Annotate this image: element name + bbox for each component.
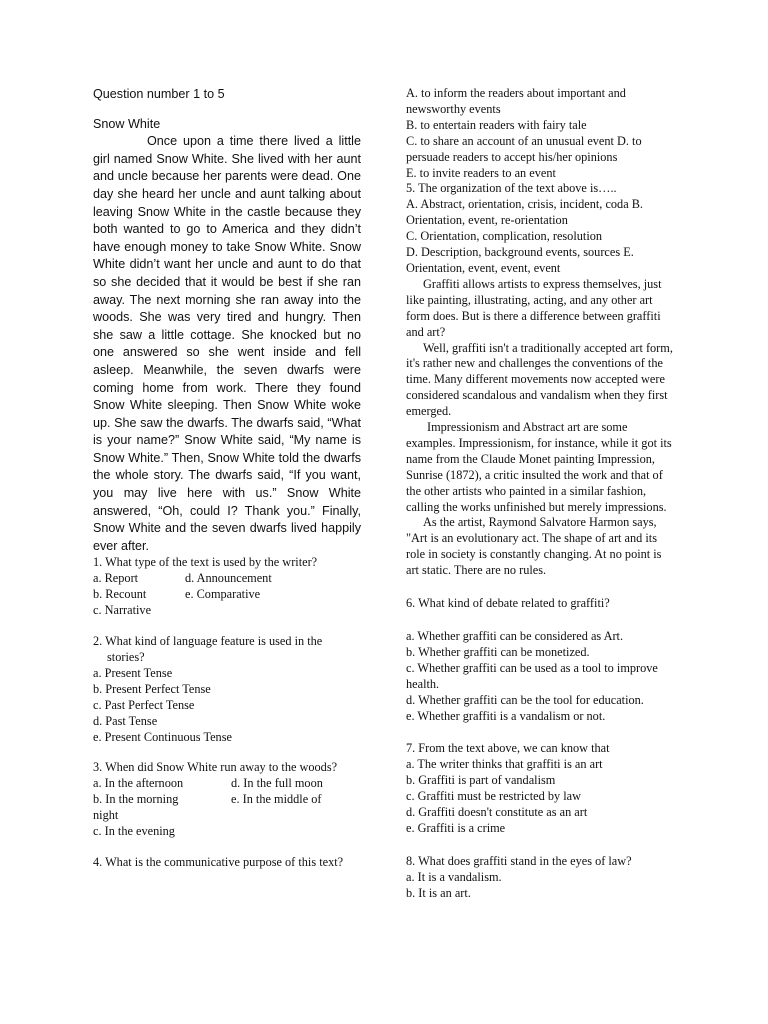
question-3 (93, 760, 361, 840)
question-6-text: 6. What kind of debate related to graffiti? (406, 596, 610, 611)
q3-option-c: c. In the evening (93, 824, 175, 839)
q1-option-e: e. Comparative (185, 587, 261, 602)
q8-option-b: b. It is an art. (406, 885, 471, 900)
q2-option-c: c. Past Perfect Tense (93, 697, 195, 712)
q1-option-a: a. Report (93, 571, 139, 586)
q5-option-d-e: D. Description, background events, sources E. Orientation, event, event, event (406, 245, 634, 275)
q4-option-c-d: C. to share an account of an unusual event D. to persuade readers to accept his/her opinions (406, 133, 642, 164)
q7-option-e: e. Graffiti is a crime (406, 820, 506, 835)
question-3-text: 3. When did Snow White run away to the woods? (93, 760, 338, 775)
question-4 (93, 855, 361, 871)
q3-option-d: d. In the full moon (231, 776, 323, 791)
q7-option-b: b. Graffiti is part of vandalism (406, 773, 556, 788)
q8-option-a: a. It is a vandalism. (406, 869, 502, 884)
q6-option-b: b. Whether graffiti can be monetized. (406, 644, 590, 659)
section-heading: Question number 1 to 5 (93, 87, 225, 101)
q2-option-e: e. Present Continuous Tense (93, 729, 232, 744)
q1-option-c: c. Narrative (93, 603, 152, 618)
graffiti-paragraph-1: Graffiti allows artists to express themselves, just like painting, illustrating, acting, and any other art form does. But is there a difference between graffiti and art? (406, 276, 662, 339)
q7-option-a: a. The writer thinks that graffiti is an art (406, 757, 603, 772)
left-column (93, 86, 361, 871)
q3-option-a: a. In the afternoon (93, 776, 184, 791)
graffiti-paragraph-3: Impressionism and Abstract art are some examples. Impressionism, for instance, while it got its name from the Claude Monet painting Impression, Sunrise (1872), a critic insulted the work and that of the other artists who painted in a similar fashion, calling the works unfinished but merely impressions. (406, 420, 672, 514)
story-text: Once upon a time there lived a little girl named Snow White. She lived with her aunt and uncle because her parents were dead. One day she heard her uncle and aunt talking about leaving Snow White in the castle because they both wanted to go to America and they didn’t have enough money to take Snow White. Snow White didn’t want her uncle and aunt to do that so she decided that it would be best if she ran away. The next morning she ran away into the woods. She was very tired and hungry. Then she saw a little cottage. She knocked but no one answered so she went inside and fell asleep. Meanwhile, the seven dwarfs were coming home from work. There they found Snow White sleeping. Then Snow White woke up. She saw the dwarfs. The dwarfs said, “What is your name?” Snow White said, “My name is Snow White.” Then, Snow White told the dwarfs the whole story. The dwarfs said, “If you want, you may live here with us.” Snow White answered, “Oh, could I? Thank you.” Finally, Snow White and the seven dwarfs lived happily ever after. (93, 134, 361, 553)
q6-option-e: e. Whether graffiti is a vandalism or not. (406, 708, 606, 723)
q4-option-e: E. to invite readers to an event (406, 165, 556, 180)
q5-option-a-b: A. Abstract, orientation, crisis, incident, coda B. Orientation, event, re-orientation (406, 197, 644, 228)
q4-option-b: B. to entertain readers with fairy tale (406, 117, 587, 132)
q7-option-d: d. Graffiti doesn't constitute as an art (406, 805, 588, 820)
graffiti-paragraph-2: Well, graffiti isn't a traditionally accepted art form, it's rather new and challenges the conventions of the time. Many different movements now accepted were considered scandalous and vandalism when they first emerged. (406, 340, 673, 419)
question-8-text: 8. What does graffiti stand in the eyes of law? (406, 853, 632, 868)
right-column (406, 86, 674, 902)
question-7-text: 7. From the text above, we can know that (406, 741, 610, 756)
q6-option-d: d. Whether graffiti can be the tool for education. (406, 692, 644, 707)
q5-option-c: C. Orientation, complication, resolution (406, 229, 603, 244)
q4-option-a: A. to inform the readers about important and newsworthy events (406, 86, 626, 116)
q6-option-a: a. Whether graffiti can be considered as Art. (406, 629, 624, 643)
q7-option-c: c. Graffiti must be restricted by law (406, 789, 581, 804)
story-title: Snow White (93, 116, 161, 131)
q3-option-e-continued: night (93, 808, 119, 823)
graffiti-paragraph-4: As the artist, Raymond Salvatore Harmon says, "Art is an evolutionary act. The shape of art and its role in society is constantly changing. At no point is art static. There are no rules. (406, 515, 662, 578)
q2-option-a: a. Present Tense (93, 665, 173, 680)
question-4-text: 4. What is the communicative purpose of this text? (93, 854, 344, 869)
q1-option-d: d. Announcement (185, 571, 272, 586)
q3-option-b: b. In the morning (93, 792, 179, 807)
q2-option-d: d. Past Tense (93, 713, 158, 728)
question-2 (93, 634, 361, 745)
question-3-options (93, 776, 361, 808)
q1-option-b: b. Recount (93, 587, 147, 602)
question-2-text: 2. What kind of language feature is used in the stories? (93, 634, 323, 664)
q3-option-e: e. In the middle of (231, 792, 322, 807)
question-1-text: 1. What type of the text is used by the writer? (93, 555, 318, 570)
q2-option-b: b. Present Perfect Tense (93, 681, 211, 696)
question-1-options (93, 571, 361, 619)
question-1 (93, 555, 361, 619)
q6-option-c: c. Whether graffiti can be used as a tool to improve health. (406, 660, 658, 691)
question-5-text: 5. The organization of the text above is….. (406, 181, 617, 196)
